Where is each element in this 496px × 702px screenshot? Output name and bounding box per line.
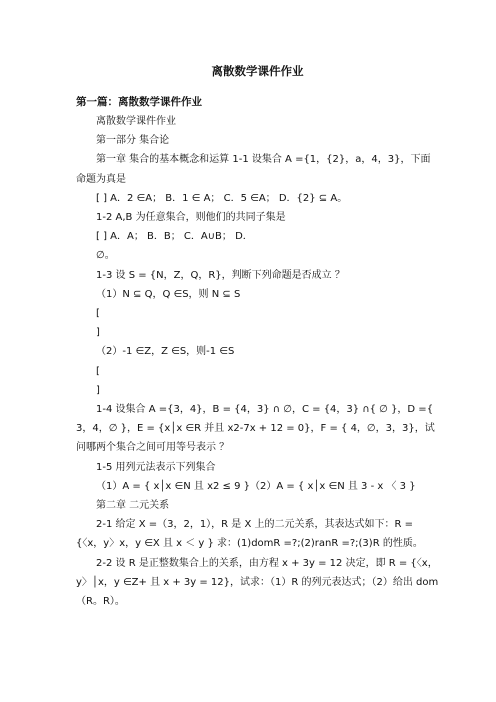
paragraph-1-5-items: （1）A = { x│x ∈N 且 x2 ≤ 9 }（2）A = { x│x ∈N 且 3 - x 〈 3 } <box>96 480 416 492</box>
bracket-open: [ <box>96 308 100 320</box>
bracket-open: [ <box>96 365 100 377</box>
paragraph-1-3-item-1: （1）N ⊆ Q，Q ∈S，则 N ⊆ S <box>96 288 241 300</box>
section-heading: 第一篇：离散数学课件作业 <box>76 96 202 108</box>
paragraph-chapter-2: 第二章 二元关系 <box>96 500 170 512</box>
paragraph-1-5: 1-5 用列元法表示下列集合 <box>96 461 216 473</box>
paragraph-2-2: 2-2 设 R 是正整数集合上的关系，由方程 x + 3y = 12 决定，即 R = {〈x，y〉│x，y ∈Z+ 且 x + 3y = 12}，试求：（1）R 的列元表达式；（2）给出 dom（R。R）。 <box>76 557 439 608</box>
bracket-close: ] <box>96 384 100 396</box>
paragraph-chapter-1: 第一章 集合的基本概念和运算 1-1 设集合 A ={1，{2}，a，4，3}，下面命题为真是 <box>76 154 431 185</box>
document-title: 离散数学课件作业 <box>211 64 304 78</box>
paragraph-course-title: 离散数学课件作业 <box>96 116 176 127</box>
paragraph-1-3-item-2: （2）-1 ∈Z，Z ∈S，则-1 ∈S <box>96 346 235 358</box>
bracket-close: ] <box>96 327 100 339</box>
paragraph-2-1: 2-1 给定 X =（3，2，1），R 是 X 上的二元关系，其表达式如下：R = {〈x，y〉x，y ∈X 且 x ＜ y } 求：(1)domR =?;(2)ranR =?;(3)R 的性质。 <box>76 519 423 550</box>
paragraph-part-heading: 第一部分 集合论 <box>96 135 170 147</box>
paragraph-1-3: 1-3 设 S = {N，Z，Q，R}，判断下列命题是否成立 ？ <box>96 269 345 281</box>
paragraph-1-2: 1-2 A,B 为任意集合，则他们的共同子集是 <box>96 212 286 224</box>
paragraph-empty-set: ∅。 <box>96 250 115 262</box>
paragraph-1-4: 1-4 设集合 A ={3，4}，B = {4，3} ∩ ∅，C = {4，3} ∩{ ∅ }，D ={ 3，4，∅ }，E = {x│x ∈R 并且 x2-7x + 12 = 0}，F = { 4，∅，3，3}，试问哪两个集合之间可用等号表示 ？ <box>76 404 437 454</box>
paragraph-1-1-options: [ ] A．2 ∈A； B．1 ∈ A； C．5 ∈A； D．{2} ⊆ A。 <box>96 192 348 204</box>
paragraph-1-2-options: [ ] A．A； B．B； C．A∪B； D． <box>96 231 253 243</box>
